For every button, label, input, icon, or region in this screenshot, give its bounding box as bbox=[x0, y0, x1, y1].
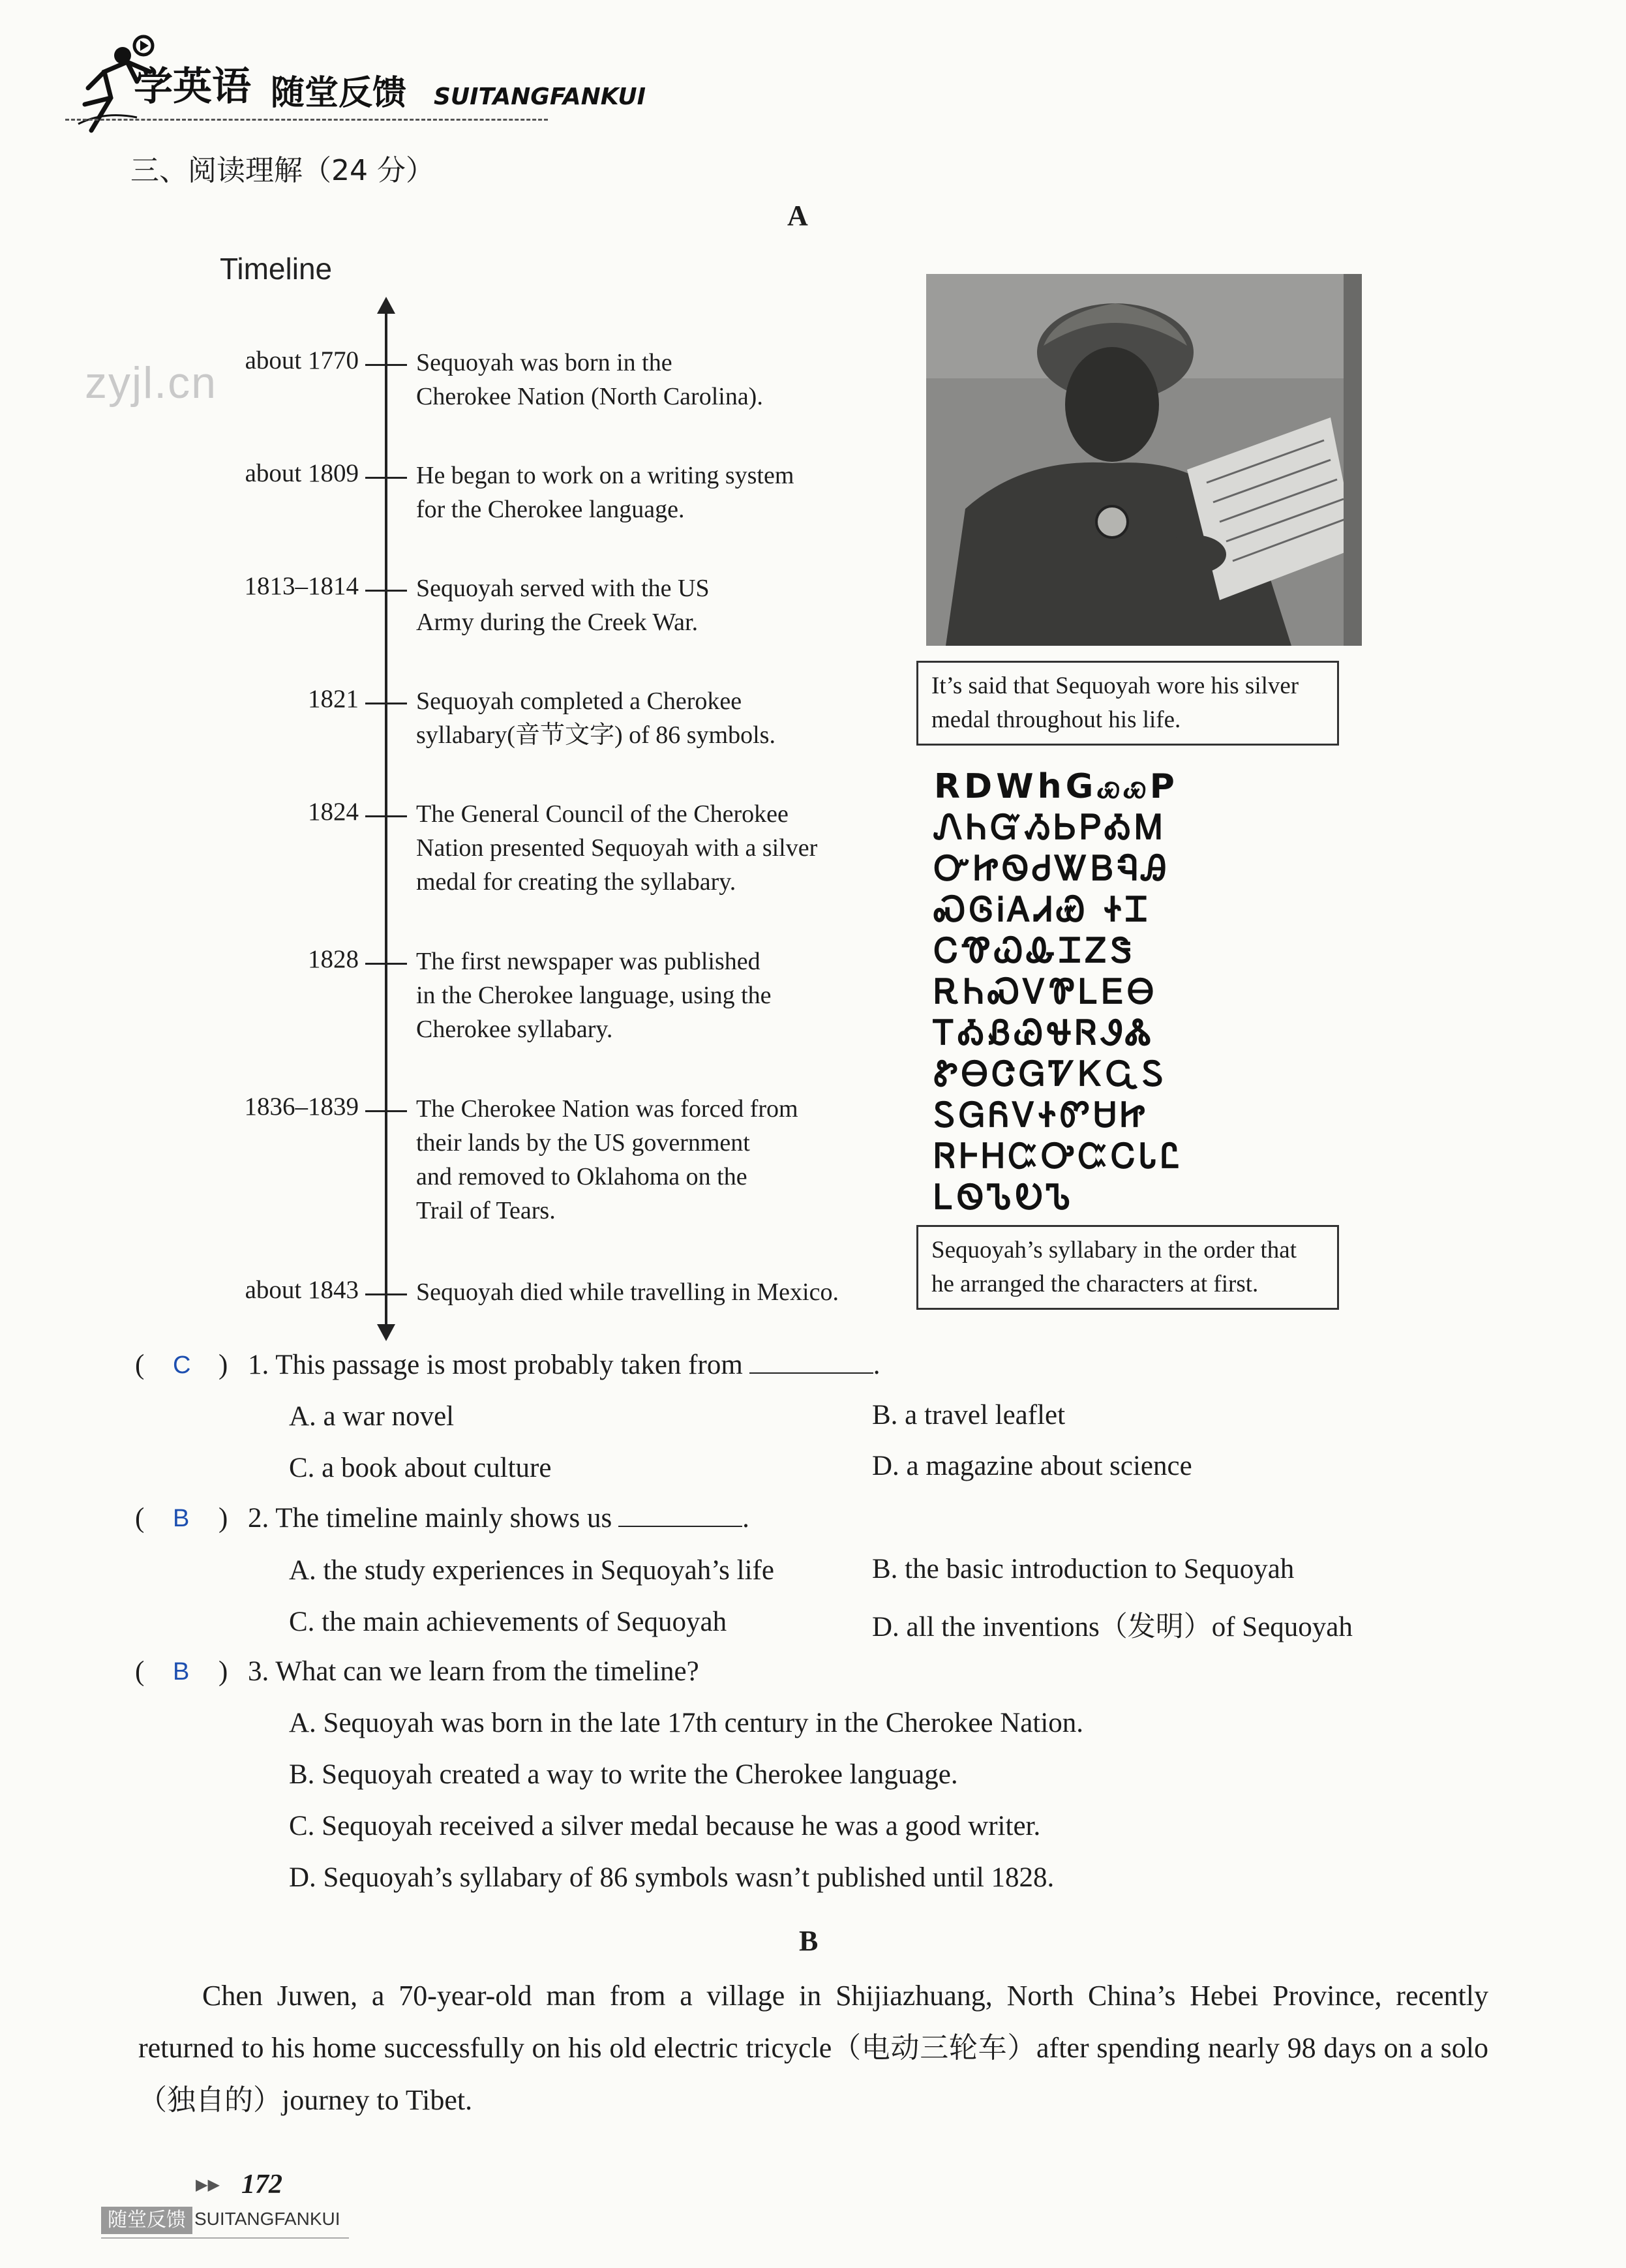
timeline-date: about 1770 bbox=[245, 346, 359, 374]
answer-blank bbox=[618, 1504, 742, 1527]
answer-paren: ( bbox=[135, 1350, 145, 1380]
syllabary-row: ᎡᏂᏍᏙᏈᏞᎬᎾ bbox=[934, 973, 1158, 1012]
answer-paren: ( bbox=[135, 1656, 145, 1687]
syllabary-row: ᏍᎶᎥᎪᏗᏯ ᏐᏆ bbox=[934, 890, 1152, 930]
option: A. a war novel bbox=[289, 1401, 455, 1432]
option: D. a magazine about science bbox=[872, 1451, 1192, 1481]
question-2-answer: B bbox=[173, 1505, 190, 1532]
watermark: zyjl.cn bbox=[85, 358, 217, 408]
timeline-desc: Sequoyah completed a Cherokee syllabary(音节文字) of 86 symbols. bbox=[416, 688, 775, 749]
timeline-date: about 1843 bbox=[245, 1276, 359, 1304]
question-1-answer: C bbox=[173, 1352, 191, 1379]
timeline-date: 1821 bbox=[308, 685, 359, 713]
question-text: What can we learn from the timeline? bbox=[275, 1656, 699, 1687]
timeline-tick bbox=[365, 590, 407, 592]
syllabary-row: ᏞᏫᏖᎧᏖ bbox=[934, 1178, 1075, 1217]
brand-en-text: SUITANGFANKUI bbox=[434, 83, 646, 110]
timeline-desc: The Cherokee Nation was forced from their lands by the US government and removed to Oklahoma on the Trail of Tears. bbox=[416, 1095, 798, 1224]
question-3 bbox=[248, 1656, 699, 1687]
passage-b-paragraph: Chen Juwen, a 70-year-old man from a village in Shijiazhuang, North China’s Hebei Province, recently returned to his home successfully on his old electric tricycle（电动三轮车）after spending nearly 98 days on a solo（独自的）journey to Tibet. bbox=[138, 1980, 1488, 2116]
syllabary-caption: Sequoyah’s syllabary in the order that he arranged the characters at first. bbox=[916, 1225, 1339, 1310]
footer-rule bbox=[101, 2237, 349, 2239]
timeline-date: 1813–1814 bbox=[244, 572, 359, 600]
question-2 bbox=[248, 1502, 749, 1534]
syllabary-row: ᏟᏡᏇᎲᏆᏃᏕ bbox=[934, 931, 1136, 971]
timeline-tick bbox=[365, 1110, 407, 1112]
timeline-tick bbox=[365, 815, 407, 817]
syllabary-row: ᏒᎰᎻᏨᎤᏨᏟᏓᏝ bbox=[934, 1137, 1184, 1176]
timeline-desc: The first newspaper was published in the Cherokee language, using the Cherokee syllabary. bbox=[416, 948, 772, 1043]
question-number: 2. bbox=[248, 1503, 269, 1534]
answer-paren: ) bbox=[218, 1350, 228, 1380]
option: C. the main achievements of Sequoyah bbox=[289, 1607, 727, 1637]
answer-paren: ) bbox=[218, 1656, 228, 1687]
brand-sub-text: 随堂反馈 bbox=[271, 74, 407, 113]
answer-paren: ( bbox=[135, 1503, 145, 1534]
option: B. Sequoyah created a way to write the Cherokee language. bbox=[289, 1759, 958, 1790]
timeline-arrow-down bbox=[377, 1324, 395, 1341]
timeline-date: 1824 bbox=[308, 798, 359, 826]
question-1 bbox=[248, 1349, 881, 1381]
answer-blank bbox=[749, 1350, 873, 1374]
syllabary-row: RDWhGꮿꮿP bbox=[934, 767, 1179, 806]
timeline-tick bbox=[365, 703, 407, 704]
timeline-tick bbox=[365, 963, 407, 965]
option: C. a book about culture bbox=[289, 1453, 552, 1483]
option: D. all the inventions（发明）of Sequoyah bbox=[872, 1612, 1353, 1642]
option: B. a travel leaflet bbox=[872, 1400, 1066, 1430]
timeline-desc: He began to work on a writing system for the Cherokee language. bbox=[416, 462, 794, 523]
question-number: 1. bbox=[248, 1350, 269, 1380]
timeline-date: 1828 bbox=[308, 945, 359, 973]
part-a-label: A bbox=[787, 200, 808, 232]
cherokee-syllabary bbox=[934, 766, 1358, 1218]
timeline-tick bbox=[365, 364, 407, 366]
option: D. Sequoyah’s syllabary of 86 symbols wasn’t published until 1828. bbox=[289, 1862, 1055, 1893]
question-text: This passage is most probably taken from bbox=[275, 1350, 743, 1380]
timeline-date: 1836–1839 bbox=[244, 1093, 359, 1121]
header-rule bbox=[65, 119, 548, 121]
page-number: 172 bbox=[241, 2170, 282, 2200]
timeline-title: Timeline bbox=[220, 252, 333, 286]
question-number: 3. bbox=[248, 1656, 269, 1687]
option: C. Sequoyah received a silver medal because he was a good writer. bbox=[289, 1811, 1041, 1841]
question-end: . bbox=[873, 1350, 881, 1380]
question-3-answer: B bbox=[173, 1658, 190, 1686]
question-text: The timeline mainly shows us bbox=[275, 1503, 612, 1534]
syllabary-row: ᏁᏂᏳᏱᏏᏢᎣᎷ bbox=[934, 808, 1166, 847]
section-heading: 三、阅读理解（24 分） bbox=[130, 154, 434, 187]
footer-arrows-icon: ▶▶ bbox=[196, 2175, 220, 2194]
part-b-label: B bbox=[799, 1925, 819, 1957]
portrait-caption: It’s said that Sequoyah wore his silver medal throughout his life. bbox=[916, 661, 1339, 746]
option: A. Sequoyah was born in the late 17th century in the Cherokee Nation. bbox=[289, 1708, 1084, 1738]
syllabary-row: ᏑᎾᏣᏀᏤᏦᏩᏚ bbox=[934, 1055, 1167, 1094]
sequoyah-portrait-image bbox=[926, 274, 1362, 646]
timeline-tick bbox=[365, 1293, 407, 1295]
option: B. the basic introduction to Sequoyah bbox=[872, 1554, 1295, 1584]
timeline-desc: Sequoyah served with the US Army during the Creek War. bbox=[416, 575, 710, 636]
option: A. the study experiences in Sequoyah’s life bbox=[289, 1555, 774, 1586]
timeline-desc: Sequoyah was born in the Cherokee Nation (North Carolina). bbox=[416, 349, 763, 410]
timeline-desc: The General Council of the Cherokee Nation presented Sequoyah with a silver medal for creating the syllabary. bbox=[416, 800, 818, 896]
brand-main-text: 学英语 bbox=[134, 64, 251, 110]
footer-badge: 随堂反馈 bbox=[101, 2207, 192, 2234]
answer-paren: ) bbox=[218, 1503, 228, 1534]
timeline-desc: Sequoyah died while travelling in Mexico. bbox=[416, 1278, 839, 1306]
syllabary-row: ᎢᎣᏰᏊᏠᏒᏭᏜ bbox=[934, 1014, 1156, 1053]
question-end: . bbox=[742, 1503, 749, 1534]
footer-en-text: SUITANGFANKUI bbox=[194, 2209, 340, 2229]
timeline-date: about 1809 bbox=[245, 459, 359, 487]
syllabary-row: ᏅᏥᏫᏧᏔᏴᏄᎯ bbox=[934, 849, 1171, 888]
syllabary-row: ᏚᏀᏲᏙᏐᏛᏌᏥ bbox=[934, 1096, 1149, 1135]
timeline-tick bbox=[365, 477, 407, 479]
